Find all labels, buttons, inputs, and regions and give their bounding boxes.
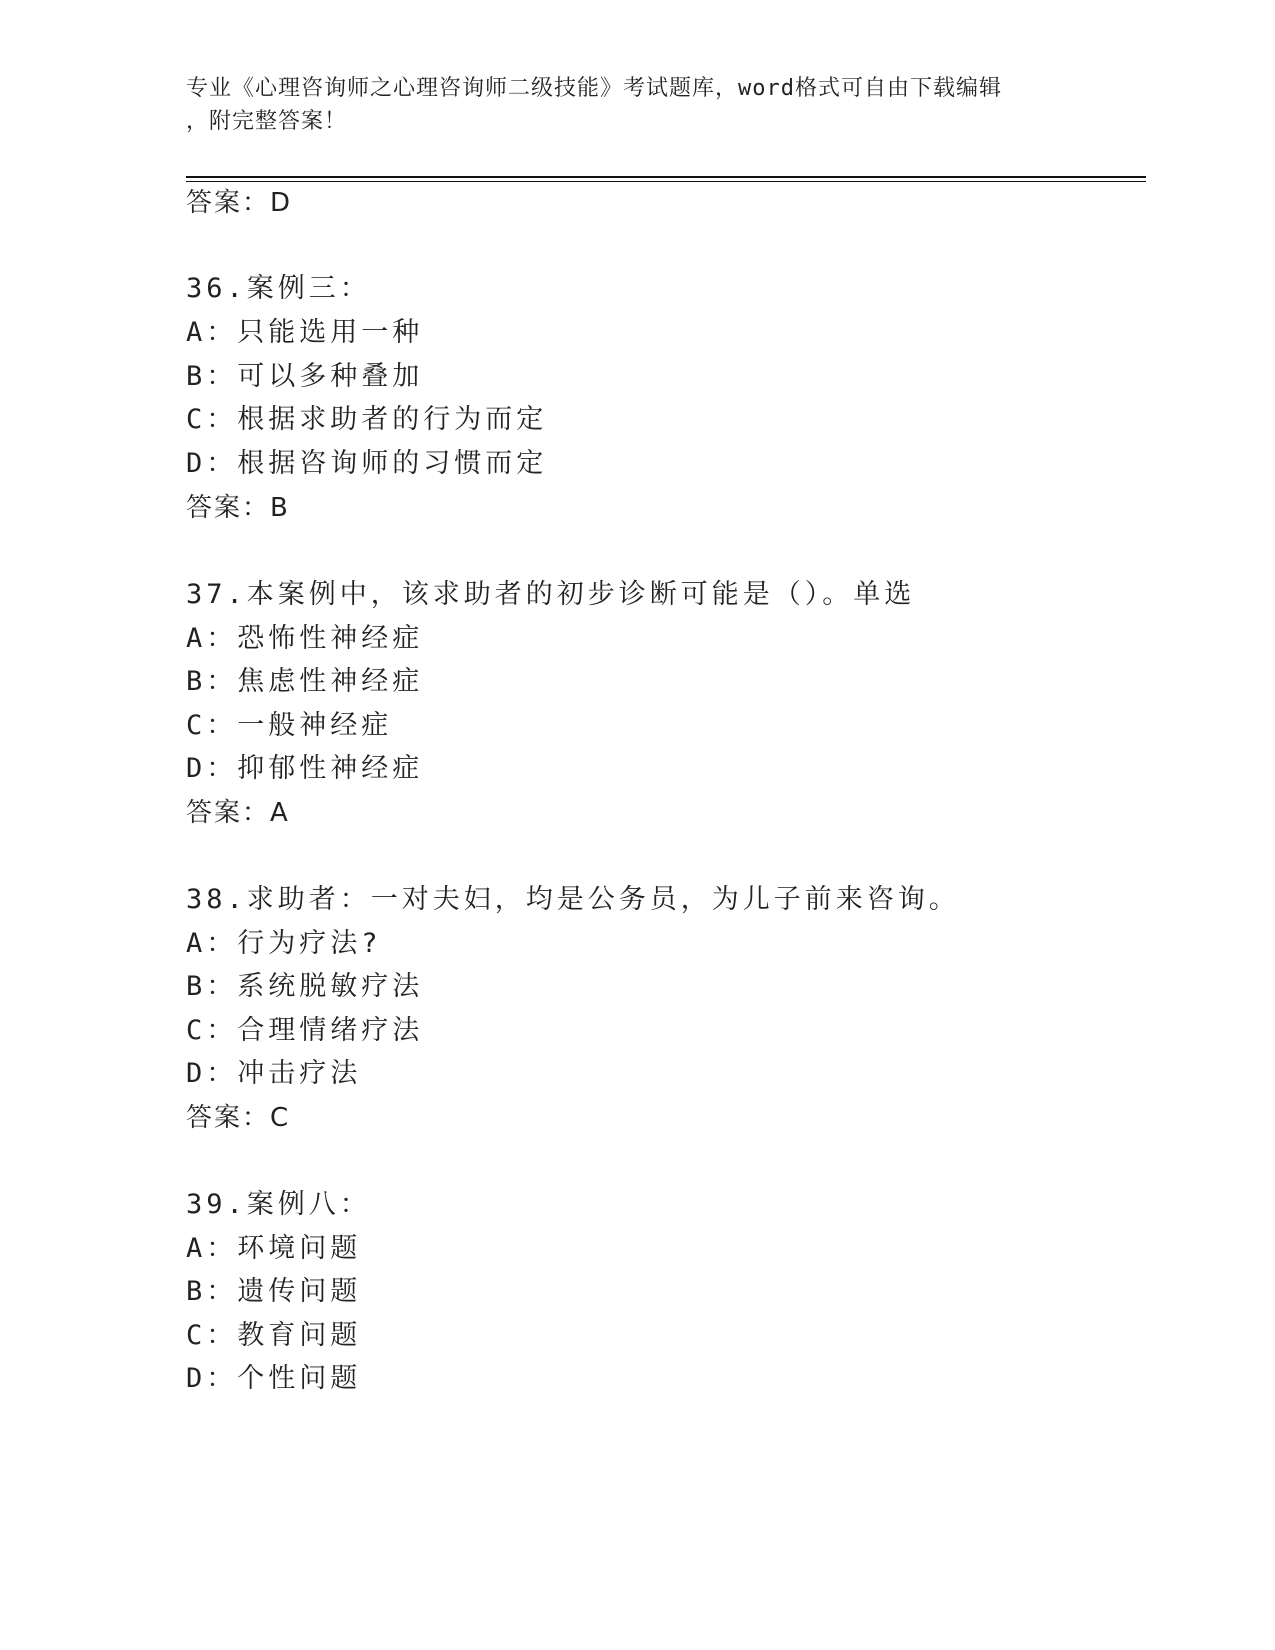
question-39-stem: 39.案例八：: [186, 1189, 371, 1220]
question-38-option-d: D：冲击疗法: [186, 1058, 362, 1089]
header-rule-thin: [186, 181, 1146, 182]
question-37-option-b: B：焦虑性神经症: [186, 666, 424, 697]
question-38-option-b: B：系统脱敏疗法: [186, 971, 424, 1002]
question-36-stem: 36.案例三：: [186, 273, 371, 304]
question-38-option-c: C：合理情绪疗法: [186, 1015, 424, 1046]
question-37-stem: 37.本案例中，该求助者的初步诊断可能是（）。单选: [186, 579, 916, 610]
question-38-option-a: A：行为疗法?: [186, 928, 382, 959]
header-line-1: 专业《心理咨询师之心理咨询师二级技能》考试题库，word格式可自由下载编辑: [186, 76, 1002, 101]
question-39-option-d: D：个性问题: [186, 1363, 362, 1394]
question-37-option-a: A：恐怖性神经症: [186, 623, 424, 654]
answer-35: 答案：D: [186, 188, 293, 218]
question-36-answer: 答案：B: [186, 493, 290, 523]
question-38-answer: 答案：C: [186, 1103, 291, 1133]
question-37-option-d: D：抑郁性神经症: [186, 753, 424, 784]
question-39-option-c: C：教育问题: [186, 1320, 362, 1351]
question-37-answer: 答案：A: [186, 798, 290, 828]
document-header: [186, 72, 1066, 138]
header-rule-thick: [186, 176, 1146, 178]
question-38-stem: 38.求助者：一对夫妇，均是公务员，为儿子前来咨询。: [186, 884, 960, 915]
header-line-2: ，附完整答案！: [186, 109, 348, 134]
question-36-option-b: B：可以多种叠加: [186, 361, 424, 392]
question-39-option-a: A：环境问题: [186, 1233, 362, 1264]
question-37-option-c: C：一般神经症: [186, 710, 393, 741]
question-36-option-c: C：根据求助者的行为而定: [186, 404, 548, 435]
question-36-option-a: A：只能选用一种: [186, 317, 424, 348]
question-39-option-b: B：遗传问题: [186, 1276, 362, 1307]
question-36-option-d: D：根据咨询师的习惯而定: [186, 448, 548, 479]
